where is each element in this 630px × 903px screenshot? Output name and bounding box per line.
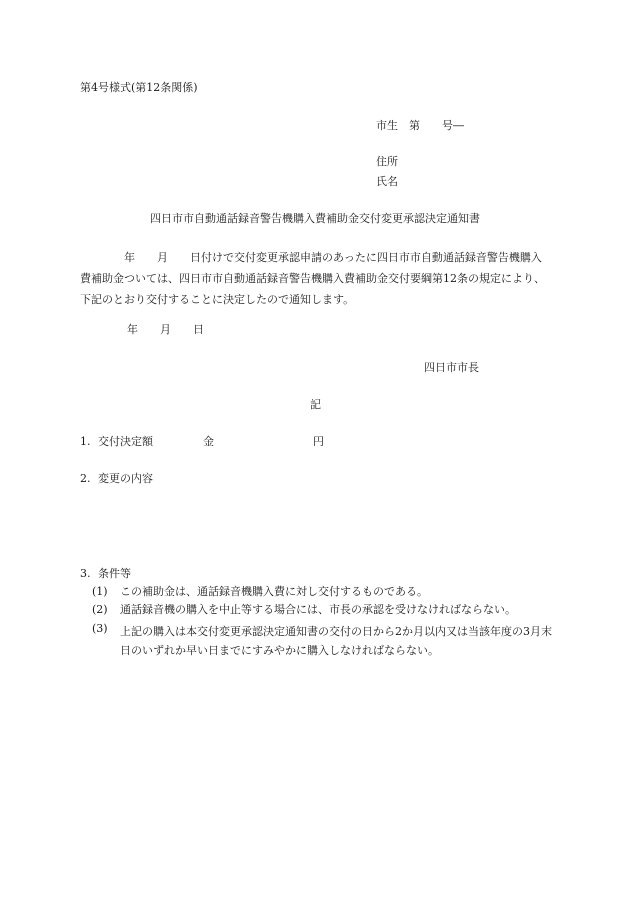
ki-heading: 記 xyxy=(310,398,321,411)
document-title: 四日市市自動通話録音警告機購入費補助金交付変更承認決定通知書 xyxy=(150,212,480,225)
name-label: 氏名 xyxy=(376,175,398,188)
form-number: 第4号様式(第12条関係) xyxy=(80,81,198,94)
condition-number: (1) xyxy=(92,585,108,598)
item-label: 変更の内容 xyxy=(98,472,153,485)
condition-number: (3) xyxy=(92,622,108,635)
item-number: 1. xyxy=(80,435,91,448)
condition-number: (2) xyxy=(92,603,108,616)
item-label: 条件等 xyxy=(98,567,131,580)
item-label: 交付決定額 xyxy=(98,435,153,448)
yen-label: 円 xyxy=(313,435,324,448)
kin-label: 金 xyxy=(203,435,214,448)
body-paragraph: 年 月 日付けで交付変更承認申請のあったに四日市市自動通話録音警告機購入費補助金ついては、四日市市自動通話録音警告機購入費補助金交付要綱第12条の規定により、下記のとおり交付することに決定したので通知します。 xyxy=(80,251,545,306)
item-number: 2. xyxy=(80,472,91,485)
document-number: 市生 第 号― xyxy=(376,119,464,132)
date-line: 年 月 日 xyxy=(127,323,204,336)
condition-text: 上記の購入は本交付変更承認決定通知書の交付の日から2か月以内又は当該年度の3月末日のいずれか早い日までにすみやかに購入しなければならない。 xyxy=(120,625,552,657)
item-number: 3. xyxy=(80,567,91,580)
condition-text: この補助金は、通話録音機購入費に対し交付するものである。 xyxy=(120,585,428,598)
issuer: 四日市市長 xyxy=(424,361,479,374)
condition-text: 通話録音機の購入を中止等する場合には、市長の承認を受けなければならない。 xyxy=(120,603,516,616)
address-label: 住所 xyxy=(376,155,398,168)
